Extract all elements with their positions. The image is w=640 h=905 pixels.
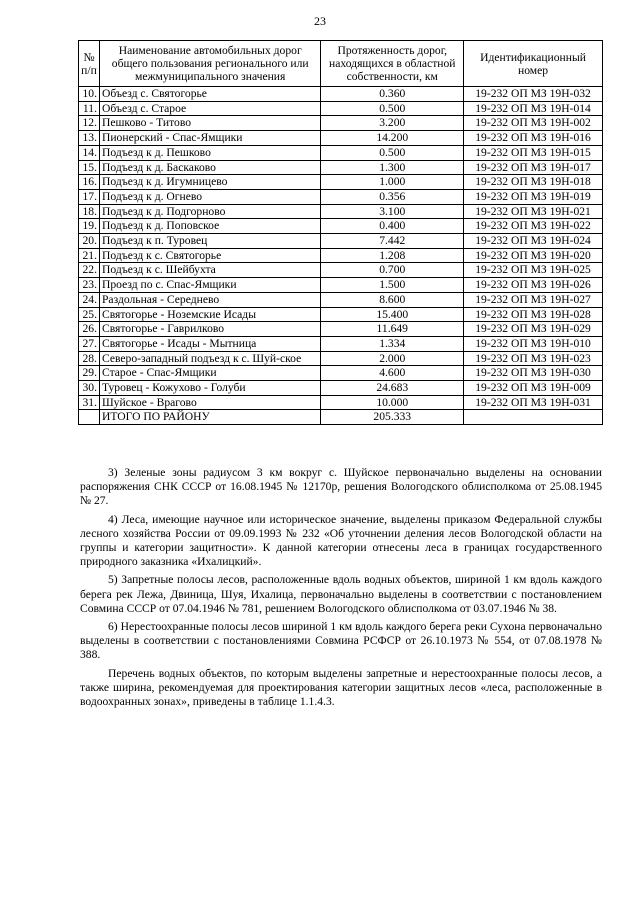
table-row <box>79 395 603 410</box>
road-id: 19-232 ОП МЗ 19Н-022 <box>464 219 603 234</box>
paragraph: Перечень водных объектов, по которым выделены запретные и нерестоохранные полосы лесов, а также ширина, рекомендуемая для проектирования категории защитных лесов «леса, расположенные в водоохранных зонах», приведены в таблице 1.1.4.3. <box>80 666 602 709</box>
row-number: 14. <box>79 145 100 160</box>
row-number: 18. <box>79 204 100 219</box>
table-row <box>79 145 603 160</box>
road-length: 24.683 <box>321 381 464 396</box>
road-id: 19-232 ОП МЗ 19Н-014 <box>464 101 603 116</box>
road-name: Подъезд к д. Поповское <box>99 219 320 234</box>
row-number: 30. <box>79 381 100 396</box>
road-name: Объезд с. Святогорье <box>99 87 320 102</box>
row-number: 16. <box>79 175 100 190</box>
road-name: Пионерский - Спас-Ямщики <box>99 131 320 146</box>
table-header-row <box>79 41 603 87</box>
paragraph: 5) Запретные полосы лесов, расположенные вдоль водных объектов, шириной 1 км вдоль каждого берега рек Лежа, Двиница, Шуя, Ихалица, первоначально выделены в соответствии с постановлением Совмина СССР от 07.04.1946 № 781, решением Вологодского облисполкома от 03.07.1946 № 38. <box>80 573 602 615</box>
table-row <box>79 101 603 116</box>
table-row <box>79 189 603 204</box>
total-row <box>79 410 603 425</box>
text-block <box>80 466 602 713</box>
table-row <box>79 307 603 322</box>
table-row <box>79 292 603 307</box>
road-name: Шуйское - Врагово <box>99 395 320 410</box>
total-empty <box>79 410 100 425</box>
header-road-name: Наименование автомобильных дорог общего пользования регионального или межмуниципального значения <box>99 41 320 87</box>
row-number: 26. <box>79 322 100 337</box>
row-number: 12. <box>79 116 100 131</box>
road-id: 19-232 ОП МЗ 19Н-029 <box>464 322 603 337</box>
row-number: 17. <box>79 189 100 204</box>
road-id: 19-232 ОП МЗ 19Н-030 <box>464 366 603 381</box>
road-length: 11.649 <box>321 322 464 337</box>
road-length: 4.600 <box>321 366 464 381</box>
road-id: 19-232 ОП МЗ 19Н-017 <box>464 160 603 175</box>
table-row <box>79 351 603 366</box>
road-length: 3.100 <box>321 204 464 219</box>
row-number: 11. <box>79 101 100 116</box>
table-row <box>79 219 603 234</box>
table-row <box>79 204 603 219</box>
table-row <box>79 234 603 249</box>
row-number: 23. <box>79 278 100 293</box>
road-name: Проезд по с. Спас-Ямщики <box>99 278 320 293</box>
road-length: 3.200 <box>321 116 464 131</box>
road-id: 19-232 ОП МЗ 19Н-009 <box>464 381 603 396</box>
row-number: 15. <box>79 160 100 175</box>
road-name: Святогорье - Исады - Мытница <box>99 336 320 351</box>
header-length: Протяженность дорог, находящихся в областной собственности, км <box>321 41 464 87</box>
road-id: 19-232 ОП МЗ 19Н-020 <box>464 248 603 263</box>
row-number: 19. <box>79 219 100 234</box>
road-id: 19-232 ОП МЗ 19Н-032 <box>464 87 603 102</box>
road-id: 19-232 ОП МЗ 19Н-023 <box>464 351 603 366</box>
table-row <box>79 366 603 381</box>
road-name: Подъезд к д. Подгорново <box>99 204 320 219</box>
road-name: Туровец - Кожухово - Голуби <box>99 381 320 396</box>
road-id: 19-232 ОП МЗ 19Н-002 <box>464 116 603 131</box>
road-length: 10.000 <box>321 395 464 410</box>
road-id: 19-232 ОП МЗ 19Н-021 <box>464 204 603 219</box>
road-name: Подъезд к д. Огнево <box>99 189 320 204</box>
road-length: 0.700 <box>321 263 464 278</box>
road-length: 1.500 <box>321 278 464 293</box>
total-empty-id <box>464 410 603 425</box>
road-length: 1.300 <box>321 160 464 175</box>
total-length: 205.333 <box>321 410 464 425</box>
road-length: 0.500 <box>321 101 464 116</box>
road-length: 7.442 <box>321 234 464 249</box>
table-row <box>79 248 603 263</box>
road-length: 0.500 <box>321 145 464 160</box>
road-id: 19-232 ОП МЗ 19Н-016 <box>464 131 603 146</box>
road-length: 0.400 <box>321 219 464 234</box>
page-number: 23 <box>314 14 326 28</box>
road-id: 19-232 ОП МЗ 19Н-031 <box>464 395 603 410</box>
row-number: 22. <box>79 263 100 278</box>
road-id: 19-232 ОП МЗ 19Н-024 <box>464 234 603 249</box>
road-id: 19-232 ОП МЗ 19Н-025 <box>464 263 603 278</box>
road-length: 1.208 <box>321 248 464 263</box>
table-row <box>79 381 603 396</box>
road-length: 0.360 <box>321 87 464 102</box>
paragraph: 4) Леса, имеющие научное или историческое значение, выделены приказом Федеральной службы лесного хозяйства России от 09.09.1993 № 232 «Об уточнении деления лесов Вологодской области на группы и категории защитности». К данной категории отнесены леса в границах государственного природного заказника «Ихалицкий». <box>80 512 602 569</box>
table-row <box>79 263 603 278</box>
paragraph: 3) Зеленые зоны радиусом 3 км вокруг с. Шуйское первоначально выделены на основании распоряжения СНК СССР от 16.08.1945 № 12170р, решения Вологодского облисполкома от 25.08.1945 № 27. <box>80 466 602 508</box>
table-row <box>79 87 603 102</box>
table-row <box>79 322 603 337</box>
header-number: № п/п <box>79 41 100 87</box>
row-number: 29. <box>79 366 100 381</box>
road-name: Северо-западный подъезд к с. Шуй-ское <box>99 351 320 366</box>
road-name: Святогорье - Ноземские Исады <box>99 307 320 322</box>
road-length: 14.200 <box>321 131 464 146</box>
row-number: 13. <box>79 131 100 146</box>
row-number: 24. <box>79 292 100 307</box>
road-length: 0.356 <box>321 189 464 204</box>
header-id: Идентификационный номер <box>464 41 603 87</box>
road-name: Подъезд к с. Шейбухта <box>99 263 320 278</box>
road-name: Подъезд к п. Туровец <box>99 234 320 249</box>
road-name: Подъезд к д. Игумницево <box>99 175 320 190</box>
table-row <box>79 175 603 190</box>
road-name: Старое - Спас-Ямщики <box>99 366 320 381</box>
road-length: 8.600 <box>321 292 464 307</box>
road-length: 1.000 <box>321 175 464 190</box>
row-number: 27. <box>79 336 100 351</box>
table-row <box>79 278 603 293</box>
paragraph: 6) Нерестоохранные полосы лесов шириной 1 км вдоль каждого берега реки Сухона первоначально выделены в соответствии с постановлениями Совмина РСФСР от 26.10.1973 № 554, от 07.08.1978 № 388. <box>80 620 602 662</box>
row-number: 28. <box>79 351 100 366</box>
road-name: Подъезд к с. Святогорье <box>99 248 320 263</box>
table-row <box>79 116 603 131</box>
row-number: 10. <box>79 87 100 102</box>
row-number: 20. <box>79 234 100 249</box>
road-length: 1.334 <box>321 336 464 351</box>
row-number: 25. <box>79 307 100 322</box>
road-id: 19-232 ОП МЗ 19Н-026 <box>464 278 603 293</box>
road-id: 19-232 ОП МЗ 19Н-028 <box>464 307 603 322</box>
road-length: 2.000 <box>321 351 464 366</box>
table-row <box>79 131 603 146</box>
road-name: Объезд с. Старое <box>99 101 320 116</box>
table-row <box>79 336 603 351</box>
road-name: Раздольная - Середнево <box>99 292 320 307</box>
road-name: Пешково - Титово <box>99 116 320 131</box>
road-name: Святогорье - Гаврилково <box>99 322 320 337</box>
row-number: 21. <box>79 248 100 263</box>
road-name: Подъезд к д. Баскаково <box>99 160 320 175</box>
table-row <box>79 160 603 175</box>
road-name: Подъезд к д. Пешково <box>99 145 320 160</box>
road-id: 19-232 ОП МЗ 19Н-018 <box>464 175 603 190</box>
road-id: 19-232 ОП МЗ 19Н-027 <box>464 292 603 307</box>
road-id: 19-232 ОП МЗ 19Н-015 <box>464 145 603 160</box>
road-length: 15.400 <box>321 307 464 322</box>
road-id: 19-232 ОП МЗ 19Н-010 <box>464 336 603 351</box>
roads-table <box>78 40 603 425</box>
row-number: 31. <box>79 395 100 410</box>
total-label: ИТОГО ПО РАЙОНУ <box>99 410 320 425</box>
road-id: 19-232 ОП МЗ 19Н-019 <box>464 189 603 204</box>
